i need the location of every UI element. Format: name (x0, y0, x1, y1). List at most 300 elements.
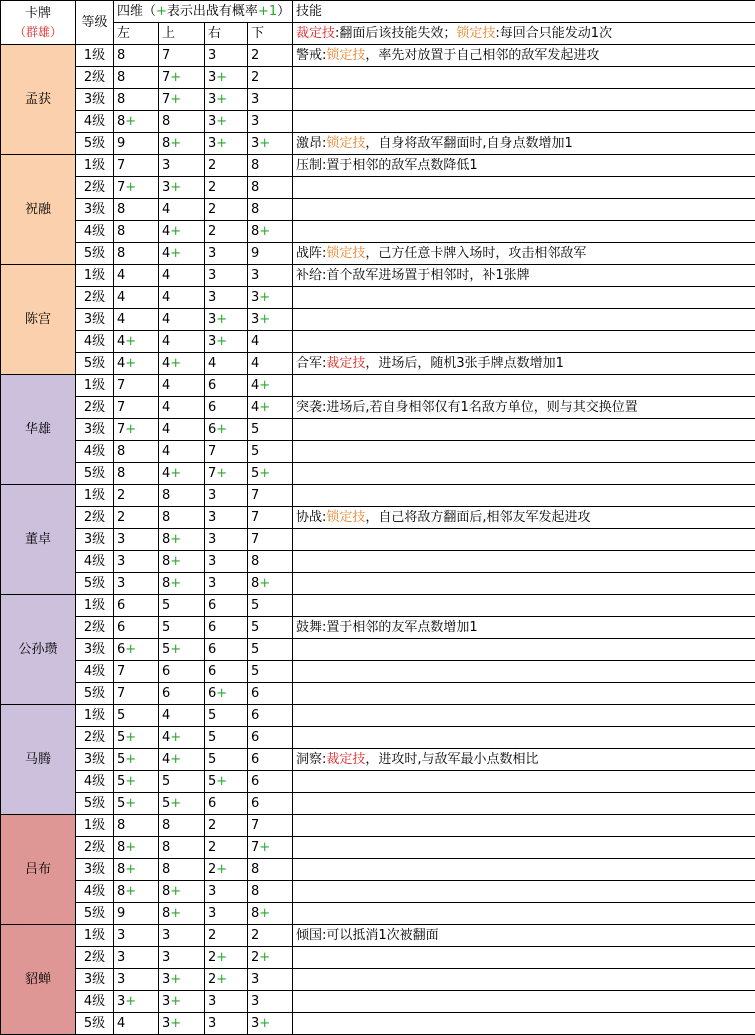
stat-value: 3 (162, 158, 171, 173)
stat-up (159, 793, 205, 815)
table-row (1, 353, 755, 375)
table-row (1, 969, 755, 991)
level-cell: 1级 (76, 595, 114, 617)
level-cell: 3级 (76, 969, 114, 991)
stat-value: 8 (251, 158, 260, 173)
stat-value: 5 (208, 752, 217, 767)
skill-text-segment: 鼓舞:置于相邻的友军点数增加1 (296, 620, 478, 635)
stat-down (248, 573, 293, 595)
skill-cell (293, 265, 755, 287)
plus-marker: + (170, 554, 182, 569)
table-body (1, 45, 755, 1035)
stat-value: 8 (162, 840, 171, 855)
stat-right (205, 881, 248, 903)
card-name: 华雄 (24, 422, 51, 437)
stat-value: 8 (117, 224, 126, 239)
stat-right (205, 67, 248, 89)
note-caiding: 裁定技 (296, 26, 336, 41)
stat-value: 7 (251, 510, 260, 525)
level-cell: 2级 (76, 507, 114, 529)
dir-up-header: 上 (159, 23, 205, 45)
stat-up (159, 529, 205, 551)
stat-down (248, 507, 293, 529)
stat-value: 5 (251, 642, 260, 657)
stat-value: 6 (251, 774, 260, 789)
stat-value: 2 (208, 224, 217, 239)
level-header: 等级 (76, 1, 114, 45)
stat-value: 4 (117, 290, 126, 305)
plus-marker: + (125, 730, 137, 745)
skill-cell (293, 111, 755, 133)
stat-left (114, 991, 159, 1013)
stat-up (159, 661, 205, 683)
stat-value: 6 (162, 664, 171, 679)
stat-left (114, 265, 159, 287)
skill-cell (293, 507, 755, 529)
skill-cell (293, 397, 755, 419)
table-row (1, 991, 755, 1013)
table-row (1, 727, 755, 749)
stat-value: 4 (162, 422, 171, 437)
stat-value: 9 (117, 906, 126, 921)
skill-text-segment: 突袭:进场后,若自身相邻仅有1名敌方单位，则与其交换位置 (296, 400, 638, 415)
level-cell: 5级 (76, 1013, 114, 1035)
level-cell: 5级 (76, 463, 114, 485)
stat-right (205, 925, 248, 947)
stat-left (114, 903, 159, 925)
stat-up (159, 837, 205, 859)
stat-value: 7 (117, 378, 126, 393)
card-name-cell (1, 375, 76, 485)
stat-value: 3 (251, 972, 260, 987)
table-row (1, 133, 755, 155)
stat-value: 3 (208, 994, 217, 1009)
stat-left (114, 177, 159, 199)
stat-up (159, 111, 205, 133)
stat-value: 5 (117, 730, 126, 745)
plus-marker: + (216, 972, 228, 987)
stat-value: 2 (251, 48, 260, 63)
stat-value: 5 (251, 444, 260, 459)
level-cell: 4级 (76, 771, 114, 793)
table-row (1, 639, 755, 661)
skill-cell (293, 485, 755, 507)
stat-right (205, 419, 248, 441)
level-cell: 3级 (76, 309, 114, 331)
skill-cell (293, 947, 755, 969)
stat-value: 4 (251, 400, 260, 415)
table-row (1, 485, 755, 507)
stat-value: 5 (162, 598, 171, 613)
card-name: 公孙瓒 (18, 642, 58, 657)
stat-up (159, 947, 205, 969)
level-cell: 1级 (76, 815, 114, 837)
plus-marker: + (125, 994, 137, 1009)
faction-label: （群雄） (13, 24, 62, 39)
stat-value: 6 (162, 686, 171, 701)
stat-right (205, 793, 248, 815)
stat-value: 5 (251, 620, 260, 635)
level-cell: 5级 (76, 903, 114, 925)
stat-value: 5 (162, 642, 171, 657)
stat-down (248, 793, 293, 815)
skill-cell (293, 771, 755, 793)
level-cell: 2级 (76, 727, 114, 749)
stat-up (159, 683, 205, 705)
level-cell: 3级 (76, 199, 114, 221)
skill-cell (293, 89, 755, 111)
stat-value: 7 (117, 180, 126, 195)
plus-marker: + (259, 576, 271, 591)
stat-value: 8 (162, 114, 171, 129)
table-row (1, 419, 755, 441)
stat-value: 3 (162, 994, 171, 1009)
plus-marker: + (125, 180, 137, 195)
stat-value: 7 (208, 466, 217, 481)
plus-marker: + (216, 136, 228, 151)
stat-value: 3 (208, 290, 217, 305)
skill-cell (293, 133, 755, 155)
level-cell: 3级 (76, 749, 114, 771)
table-row (1, 309, 755, 331)
stat-down (248, 441, 293, 463)
skill-cell (293, 903, 755, 925)
plus-marker: + (170, 92, 182, 107)
table-row (1, 89, 755, 111)
stat-value: 4 (162, 378, 171, 393)
stat-left (114, 705, 159, 727)
stat-right (205, 639, 248, 661)
stat-value: 8 (251, 224, 260, 239)
skill-cell (293, 177, 755, 199)
stat-right (205, 353, 248, 375)
stat-right (205, 837, 248, 859)
stat-value: 7 (117, 686, 126, 701)
stat-left (114, 881, 159, 903)
stat-value: 8 (117, 466, 126, 481)
table-row (1, 67, 755, 89)
table-row (1, 265, 755, 287)
level-cell: 3级 (76, 859, 114, 881)
stat-up (159, 243, 205, 265)
plus-marker: + (259, 400, 271, 415)
stat-value: 3 (117, 576, 126, 591)
stat-right (205, 815, 248, 837)
stat-value: 6 (208, 620, 217, 635)
skill-cell (293, 749, 755, 771)
stat-right (205, 969, 248, 991)
plus-marker: + (216, 70, 228, 85)
stat-left (114, 221, 159, 243)
table-row (1, 617, 755, 639)
stat-right (205, 529, 248, 551)
stat-right (205, 1013, 248, 1035)
stat-value: 3 (117, 972, 126, 987)
stat-left (114, 199, 159, 221)
level-cell: 4级 (76, 881, 114, 903)
stat-value: 7 (162, 70, 171, 85)
stat-value: 8 (162, 906, 171, 921)
stat-down (248, 947, 293, 969)
stat-up (159, 375, 205, 397)
stat-up (159, 177, 205, 199)
level-cell: 4级 (76, 441, 114, 463)
stat-right (205, 287, 248, 309)
stat-value: 4 (162, 752, 171, 767)
plus-marker: + (125, 422, 137, 437)
skill-text-segment: 激昂: (296, 136, 327, 151)
stat-value: 7 (251, 840, 260, 855)
stat-up (159, 815, 205, 837)
stat-right (205, 573, 248, 595)
stat-value: 8 (117, 862, 126, 877)
stat-value: 8 (162, 862, 171, 877)
plus-marker: + (170, 730, 182, 745)
stat-value: 3 (208, 92, 217, 107)
stat-up (159, 441, 205, 463)
stat-left (114, 507, 159, 529)
skill-text-segment: ，自身将敌军翻面时,自身点数增加1 (365, 136, 573, 151)
skill-cell (293, 727, 755, 749)
skill-cell (293, 969, 755, 991)
stat-down (248, 45, 293, 67)
stat-right (205, 133, 248, 155)
stat-value: 4 (162, 730, 171, 745)
stat-down (248, 287, 293, 309)
stat-right (205, 397, 248, 419)
stat-down (248, 111, 293, 133)
table-row (1, 925, 755, 947)
stat-down (248, 265, 293, 287)
stat-value: 4 (162, 290, 171, 305)
level-cell: 2级 (76, 617, 114, 639)
skill-cell (293, 287, 755, 309)
level-cell: 3级 (76, 89, 114, 111)
stat-value: 3 (208, 312, 217, 327)
stat-right (205, 749, 248, 771)
table-row (1, 331, 755, 353)
stat-left (114, 485, 159, 507)
skill-cell (293, 617, 755, 639)
stat-left (114, 155, 159, 177)
skill-cell (293, 221, 755, 243)
plus-marker: + (170, 180, 182, 195)
stat-value: 3 (251, 268, 260, 283)
skill-cell (293, 353, 755, 375)
header-row-1 (1, 1, 755, 23)
table-row (1, 375, 755, 397)
stat-right (205, 507, 248, 529)
stat-value: 3 (208, 48, 217, 63)
table-row (1, 551, 755, 573)
stat-down (248, 969, 293, 991)
note-suoding: 锁定技 (456, 26, 496, 41)
table-row (1, 903, 755, 925)
stat-value: 8 (251, 884, 260, 899)
table-row (1, 595, 755, 617)
skill-cell (293, 243, 755, 265)
stat-value: 8 (117, 246, 126, 261)
card-name-cell (1, 485, 76, 595)
skill-cell (293, 683, 755, 705)
level-cell: 1级 (76, 155, 114, 177)
plus-marker: + (259, 906, 271, 921)
stat-value: 5 (162, 796, 171, 811)
plus-marker: + (170, 576, 182, 591)
plus-marker: + (170, 136, 182, 151)
stat-right (205, 705, 248, 727)
plus-marker: + (259, 840, 271, 855)
stat-down (248, 331, 293, 353)
stat-down (248, 199, 293, 221)
table-row (1, 287, 755, 309)
stat-left (114, 749, 159, 771)
stat-value: 2 (117, 488, 126, 503)
stat-value: 8 (251, 862, 260, 877)
stat-right (205, 177, 248, 199)
skill-text-segment: 补给:首个敌军进场置于相邻时，补1张牌 (296, 268, 530, 283)
level-cell: 4级 (76, 551, 114, 573)
plus-marker: + (125, 334, 137, 349)
stat-down (248, 1013, 293, 1035)
stat-value: 6 (117, 598, 126, 613)
table-row (1, 947, 755, 969)
table-row (1, 221, 755, 243)
stat-value: 8 (162, 488, 171, 503)
stat-value: 4 (162, 202, 171, 217)
stat-left (114, 639, 159, 661)
skill-cell (293, 705, 755, 727)
stat-up (159, 485, 205, 507)
level-cell: 3级 (76, 529, 114, 551)
stat-value: 3 (208, 510, 217, 525)
stat-value: 5 (117, 752, 126, 767)
stat-value: 8 (117, 114, 126, 129)
stats-title-b: 表示出战有概率 (166, 4, 258, 19)
stat-value: 6 (251, 752, 260, 767)
stat-left (114, 287, 159, 309)
stat-value: 8 (162, 818, 171, 833)
stat-up (159, 155, 205, 177)
skill-text-segment: 合军: (296, 356, 327, 371)
stat-value: 5 (208, 774, 217, 789)
plus-marker: + (170, 884, 182, 899)
stat-value: 6 (208, 796, 217, 811)
stat-value: 4 (162, 334, 171, 349)
stat-value: 3 (208, 488, 217, 503)
level-cell: 1级 (76, 925, 114, 947)
stat-left (114, 595, 159, 617)
stat-value: 5 (251, 664, 260, 679)
skill-text-segment: ，自己将敌方翻面后,相邻友军发起进攻 (365, 510, 591, 525)
table-row (1, 45, 755, 67)
stat-value: 3 (208, 1016, 217, 1031)
stat-up (159, 397, 205, 419)
stat-value: 4 (117, 268, 126, 283)
table-row (1, 771, 755, 793)
stat-down (248, 133, 293, 155)
table-row (1, 881, 755, 903)
stat-value: 3 (251, 114, 260, 129)
table-row (1, 859, 755, 881)
stat-value: 3 (162, 972, 171, 987)
skill-cell (293, 67, 755, 89)
plus-marker: + (170, 994, 182, 1009)
stat-value: 4 (162, 400, 171, 415)
level-cell: 2级 (76, 287, 114, 309)
skill-cell (293, 199, 755, 221)
plus-marker: + (259, 290, 271, 305)
stat-up (159, 133, 205, 155)
stat-up (159, 705, 205, 727)
stat-value: 4 (162, 268, 171, 283)
skill-cell (293, 837, 755, 859)
plus-marker: + (170, 752, 182, 767)
stat-value: 8 (162, 554, 171, 569)
card-name: 吕布 (24, 862, 51, 877)
skill-text-segment: ，进攻时,与敌军最小点数相比 (365, 752, 539, 767)
stat-value: 3 (117, 928, 126, 943)
stat-value: 3 (251, 136, 260, 151)
stat-value: 4 (117, 1016, 126, 1031)
table-row (1, 529, 755, 551)
stat-value: 5 (117, 796, 126, 811)
plus-marker: + (170, 642, 182, 657)
stat-up (159, 859, 205, 881)
stat-value: 3 (117, 554, 126, 569)
stat-value: 8 (162, 884, 171, 899)
stat-down (248, 397, 293, 419)
stat-value: 4 (251, 356, 260, 371)
stat-right (205, 771, 248, 793)
skill-cell (293, 551, 755, 573)
stat-right (205, 111, 248, 133)
plus-marker: + (216, 466, 228, 481)
plus-marker: + (125, 356, 137, 371)
card-name: 貂蝉 (24, 972, 51, 987)
stat-value: 8 (117, 92, 126, 107)
plus-marker: + (216, 950, 228, 965)
stat-value: 7 (162, 48, 171, 63)
stat-value: 8 (251, 906, 260, 921)
stat-value: 5 (162, 620, 171, 635)
stat-down (248, 353, 293, 375)
stat-right (205, 89, 248, 111)
table-row (1, 793, 755, 815)
stat-up (159, 881, 205, 903)
stat-down (248, 771, 293, 793)
stats-title-a: 四维（ (117, 4, 157, 19)
stat-left (114, 397, 159, 419)
stat-value: 2 (208, 862, 217, 877)
stat-value: 4 (162, 708, 171, 723)
table-row (1, 397, 755, 419)
skill-cell (293, 639, 755, 661)
table-row (1, 573, 755, 595)
stats-title-plus1: +1 (257, 4, 278, 19)
stat-value: 3 (208, 554, 217, 569)
dir-down-header: 下 (248, 23, 293, 45)
stat-right (205, 155, 248, 177)
stat-value: 8 (162, 510, 171, 525)
stat-up (159, 903, 205, 925)
stat-value: 4 (117, 312, 126, 327)
stat-right (205, 463, 248, 485)
card-name: 马腾 (24, 752, 51, 767)
level-cell: 4级 (76, 331, 114, 353)
stat-value: 3 (208, 334, 217, 349)
stat-down (248, 705, 293, 727)
